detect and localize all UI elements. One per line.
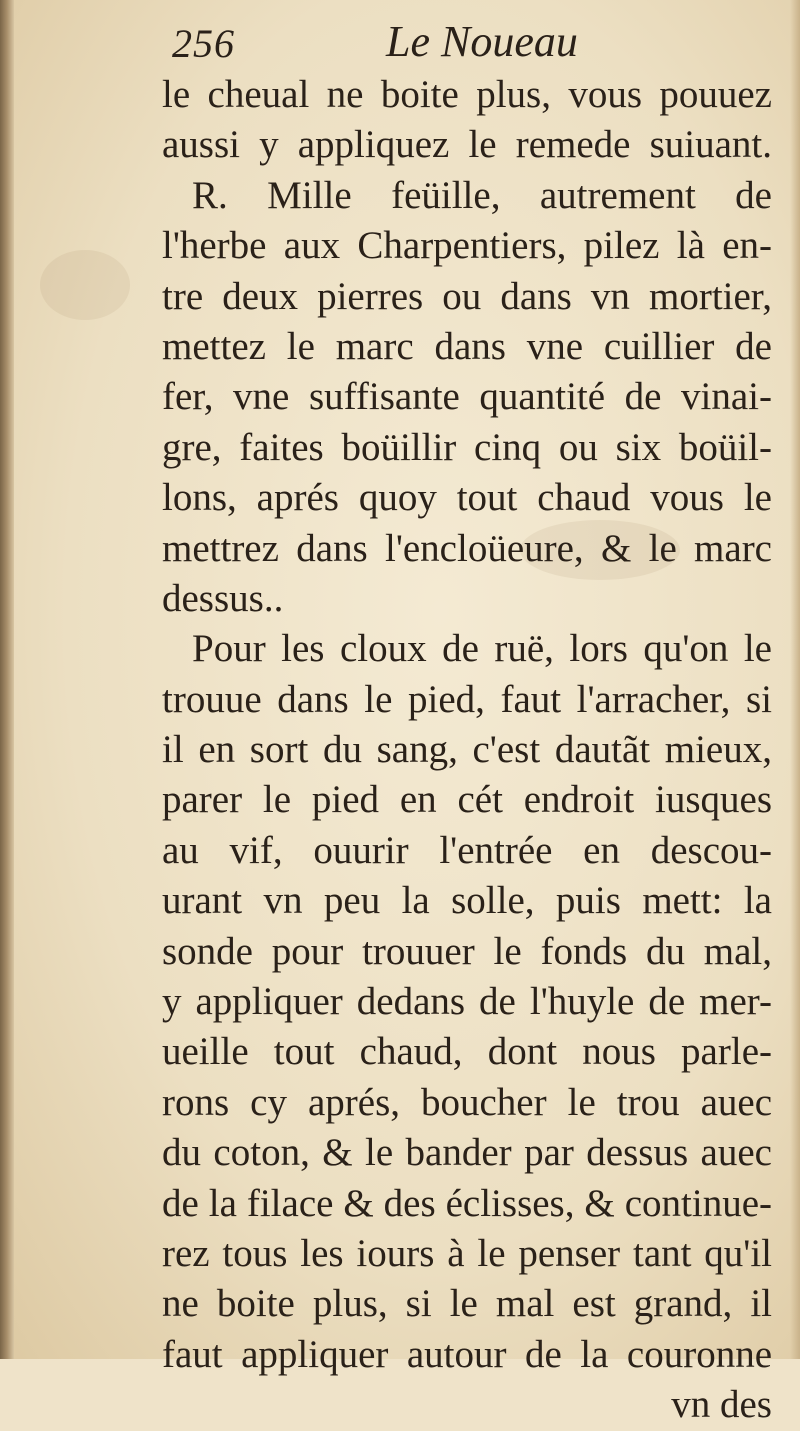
page-number: 256: [172, 21, 235, 66]
text-line: ne boite plus, si le mal est grand, il: [162, 1282, 772, 1326]
catchword: vn des: [671, 1383, 772, 1427]
book-gutter: [0, 0, 14, 1359]
running-title: Le Noueau: [386, 17, 578, 66]
text-line: rez tous les iours à le penser tant qu'il: [162, 1231, 772, 1275]
text-line: R. Mille feüille, autrement de: [192, 173, 772, 217]
text-line: trouue dans le pied, faut l'arracher, si: [162, 677, 772, 721]
text-line: Pour les cloux de ruë, lors qu'on le: [192, 627, 772, 671]
text-line: rons cy aprés, boucher le trou auec: [162, 1080, 772, 1124]
page-header: [172, 14, 772, 74]
text-line: urant vn peu la solle, puis mett: la: [162, 879, 772, 923]
text-line: y appliquer dedans de l'huyle de mer-: [162, 980, 772, 1024]
text-line: mettrez dans l'encloüeure, & le marc: [162, 526, 772, 570]
text-line: du coton, & le bander par dessus auec: [162, 1131, 772, 1175]
text-line: parer le pied en cét endroit iusques: [162, 778, 772, 822]
text-line: fer, vne suffisante quantité de vinai-: [162, 375, 772, 419]
text-line: dessus..: [162, 576, 284, 620]
text-line: de la filace & des éclisses, & continue-: [162, 1181, 772, 1225]
text-line: lons, aprés quoy tout chaud vous le: [162, 476, 772, 520]
text-line: faut appliquer autour de la couronne: [162, 1332, 772, 1376]
paper-stain: [40, 250, 130, 320]
text-line: aussi y appliquez le remede suiuant.: [162, 123, 772, 167]
text-line: il en sort du sang, c'est dautãt mieux,: [162, 728, 772, 772]
text-line: tre deux pierres ou dans vn mortier,: [162, 274, 772, 318]
text-line: gre, faites boüillir cinq ou six boüil-: [162, 425, 772, 469]
text-line: l'herbe aux Charpentiers, pilez là en-: [162, 224, 772, 268]
text-line: mettez le marc dans vne cuillier de: [162, 324, 772, 368]
text-line: au vif, ouurir l'entrée en descou-: [162, 828, 772, 872]
body-text: [162, 70, 772, 1431]
page-edge: [790, 0, 800, 1359]
text-line: ueille tout chaud, dont nous parle-: [162, 1030, 772, 1074]
text-line: le cheual ne boite plus, vous pouuez: [162, 73, 772, 116]
text-line: sonde pour trouuer le fonds du mal,: [162, 929, 772, 973]
